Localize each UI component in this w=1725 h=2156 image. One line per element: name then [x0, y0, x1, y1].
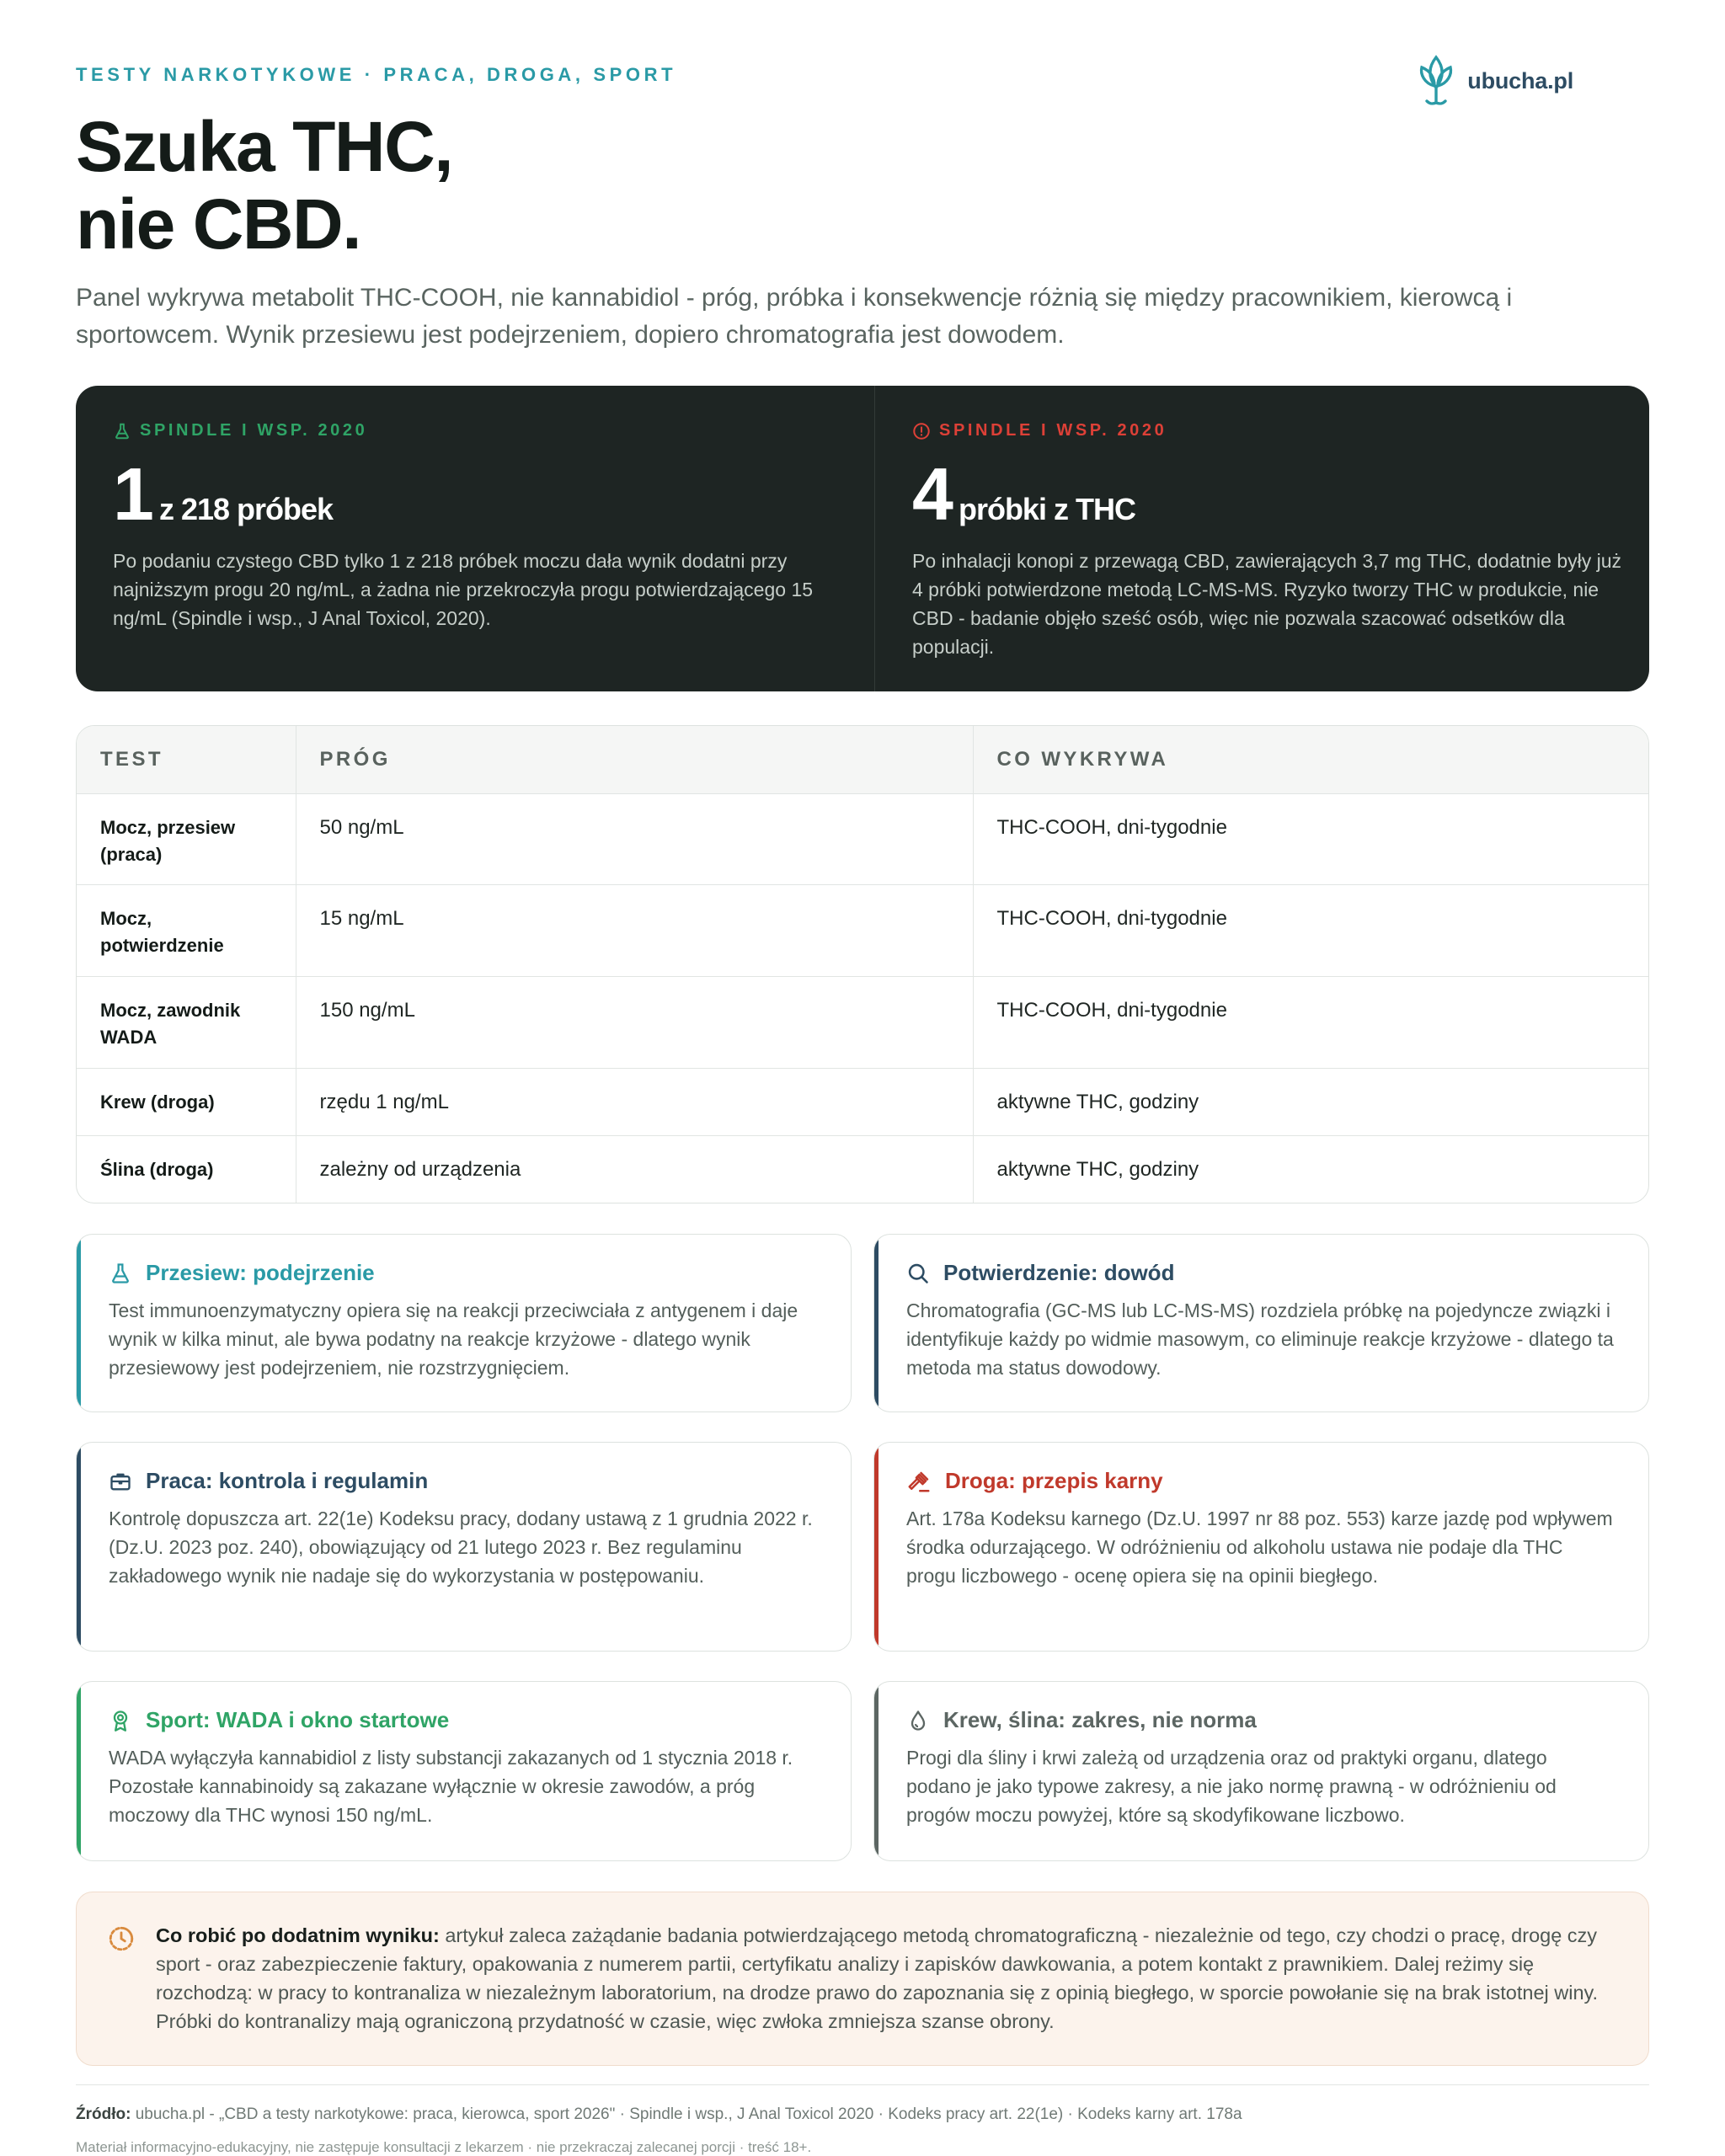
stat-value	[912, 452, 1637, 536]
table-header-row	[77, 726, 1648, 793]
stats-panel	[76, 386, 1649, 691]
card-body: Kontrolę dopuszcza art. 22(1e) Kodeksu pracy, dodany ustawą z 1 grudnia 2022 r. (Dz.U. 2023 poz. 240), obowiązujący od 21 lutego 2023 r. Bez regulaminu zakładowego wynik nie nadaje się do wykorzystania w postępowaniu.	[109, 1508, 813, 1587]
cell-threshold: 50 ng/mL	[296, 793, 973, 884]
table-row	[77, 1135, 1648, 1203]
card-body: WADA wyłączyła kannabidiol z listy substancji zakazanych od 1 stycznia 2018 r. Pozostałe kannabinoidy są zakazane wyłącznie w okresie zawodów, a próg moczowy dla THC wynosi 150 ng/mL.	[109, 1747, 793, 1826]
card-body: Test immunoenzymatyczny opiera się na reakcji przeciwciała z antygenem i daje wynik w kilka minut, ale bywa podatny na reakcje krzyżowe - dlatego wynik przesiewowy jest podejrzeniem, nie rozstrzygnięciem.	[109, 1299, 798, 1379]
cell-test: Mocz, potwierdzenie	[77, 884, 296, 976]
eyebrow: TESTY NARKOTYKOWE · PRACA, DROGA, SPORT	[76, 64, 677, 85]
card-title: Przesiew: podejrzenie	[146, 1260, 375, 1285]
cell-detects: aktywne THC, godziny	[973, 1068, 1648, 1135]
cell-threshold: 15 ng/mL	[296, 884, 973, 976]
header	[76, 0, 1649, 354]
cell-test: Krew (droga)	[77, 1068, 296, 1135]
stat-number: 4	[912, 452, 952, 536]
cell-detects: THC-COOH, dni-tygodnie	[973, 793, 1648, 884]
cell-test: Mocz, przesiew (praca)	[77, 793, 296, 884]
hemp-leaf-logo-icon	[1417, 54, 1455, 108]
note-lead: Co robić po dodatnim wyniku:	[156, 1924, 440, 1946]
clock-icon	[107, 1924, 136, 1953]
table-row	[77, 1068, 1648, 1135]
flask-icon	[113, 422, 131, 440]
card-body: Progi dla śliny i krwi zależą od urządzenia oraz od praktyki organu, dlatego podano je jako typowe zakresy, a nie jako normę prawną - w odróżnieniu od progów moczu powyżej, które są skodyfikowane liczbowo.	[906, 1747, 1557, 1826]
table-row	[77, 884, 1648, 976]
note-text	[156, 1921, 1618, 2065]
briefcase-icon	[109, 1470, 132, 1493]
lead-paragraph: Panel wykrywa metabolit THC-COOH, nie kannabidiol - próg, próbka i konsekwencje różnią się między pracownikiem, kierowcą i sportowcem. Wynik przesiewu jest podejrzeniem, dopiero chromatografia jest dowodem.	[76, 284, 1513, 349]
alert-circle-icon	[912, 422, 931, 440]
column-header-threshold: PRÓG	[296, 726, 973, 793]
card-road	[873, 1442, 1649, 1652]
card-confirmation	[873, 1234, 1649, 1412]
stat-value	[113, 452, 837, 536]
card-title: Sport: WADA i okno startowe	[146, 1707, 450, 1732]
cell-test: Ślina (droga)	[77, 1135, 296, 1203]
stat-cbd-samples	[76, 386, 874, 691]
source-line	[76, 2105, 1649, 2124]
card-title: Praca: kontrola i regulamin	[146, 1468, 429, 1493]
card-blood-saliva	[873, 1681, 1649, 1861]
thresholds-table	[76, 725, 1649, 1203]
logo-text: ubucha.pl	[1467, 67, 1573, 93]
card-sport	[76, 1681, 852, 1861]
source-label: Źródło:	[76, 2105, 131, 2123]
award-icon	[109, 1708, 132, 1733]
card-body: Art. 178a Kodeksu karnego (Dz.U. 1997 nr 88 poz. 553) karze jazdę pod wpływem środka odurzającego. W odróżnieniu od alkoholu ustawa nie podaje dla THC progu liczbowego - ocenę opiera się na opinii biegłego.	[906, 1508, 1613, 1587]
flask-icon	[109, 1262, 132, 1285]
cell-test: Mocz, zawodnik WADA	[77, 976, 296, 1068]
column-header-detects: CO WYKRYWA	[973, 726, 1648, 793]
footer	[76, 2084, 1649, 2156]
stat-unit: próbki z THC	[958, 492, 1135, 526]
page-title	[76, 108, 1649, 263]
card-work	[76, 1442, 852, 1652]
source-text: ubucha.pl - „CBD a testy narkotykowe: praca, kierowca, sport 2026" · Spindle i wsp., J Anal Toxicol 2020 · Kodeks pracy art. 22(1e) · Kodeks karny art. 178a	[131, 2105, 1242, 2123]
cell-threshold: zależny od urządzenia	[296, 1135, 973, 1203]
stat-label: SPINDLE I WSP. 2020	[113, 421, 837, 440]
card-title: Potwierdzenie: dowód	[943, 1260, 1175, 1285]
search-icon	[906, 1262, 930, 1285]
droplet-icon	[906, 1708, 930, 1733]
note-body: artykuł zaleca zażądanie badania potwierdzającego metodą chromatograficzną - niezależnie od tego, czy chodzi o pracę, drogę czy sport - oraz zabezpieczenie faktury, opakowania z numerem partii, certyfikatu analizy i zapisków dawkowania, a potem kontakt z prawnikiem. Dalej reżimy się rozchodzą: w pracy to kontranaliza w niezależnym laboratorium, na drodze prawo do zapoznania się z opinią biegłego, w sporcie powołanie się na brak istotnej winy. Próbki do kontranalizy mają ograniczoną przydatność w czasie, więc zwłoka zmniejsza szanse obrony.	[156, 1924, 1599, 2032]
column-header-test: TEST	[77, 726, 296, 793]
card-title: Krew, ślina: zakres, nie norma	[943, 1707, 1257, 1732]
title-line-2: nie CBD.	[76, 184, 361, 264]
card-title: Droga: przepis karny	[945, 1468, 1163, 1493]
stat-description: Po inhalacji konopi z przewagą CBD, zawierających 3,7 mg THC, dodatnie były już 4 próbki potwierdzone metodą LC-MS-MS. Ryzyko tworzy THC w produkcie, nie CBD - badanie objęło sześć osób, więc nie pozwala szacować odsetków dla populacji.	[912, 550, 1622, 658]
disclaimer: Materiał informacyjno-edukacyjny, nie zastępuje konsultacji z lekarzem · nie przekraczaj zalecanej porcji · treść 18+.	[76, 2139, 812, 2155]
positive-result-note	[76, 1892, 1649, 2066]
stat-description: Po podaniu czystego CBD tylko 1 z 218 próbek moczu dała wynik dodatni przy najniższym progu 20 ng/mL, a żadna nie przekroczyła progu potwierdzającego 15 ng/mL (Spindle i wsp., J Anal Toxicol, 2020).	[113, 550, 814, 629]
stat-thc-samples	[874, 386, 1674, 691]
cell-detects: THC-COOH, dni-tygodnie	[973, 976, 1648, 1068]
title-line-1: Szuka THC,	[76, 107, 453, 186]
cell-threshold: 150 ng/mL	[296, 976, 973, 1068]
card-body: Chromatografia (GC-MS lub LC-MS-MS) rozdziela próbkę na pojedyncze związki i identyfikuje każdy po widmie masowym, co eliminuje reakcje krzyżowe - dlatego ta metoda ma status dowodowy.	[906, 1299, 1614, 1379]
cell-detects: aktywne THC, godziny	[973, 1135, 1648, 1203]
stat-label: SPINDLE I WSP. 2020	[912, 421, 1637, 440]
cell-threshold: rzędu 1 ng/mL	[296, 1068, 973, 1135]
info-cards	[76, 1234, 1649, 1861]
stat-number: 1	[113, 452, 152, 536]
card-screening	[76, 1234, 852, 1412]
table-row	[77, 976, 1648, 1068]
cell-detects: THC-COOH, dni-tygodnie	[973, 884, 1648, 976]
table-row	[77, 793, 1648, 884]
logo[interactable]	[1417, 54, 1573, 108]
stat-unit: z 218 próbek	[158, 492, 334, 526]
gavel-icon	[906, 1469, 932, 1494]
